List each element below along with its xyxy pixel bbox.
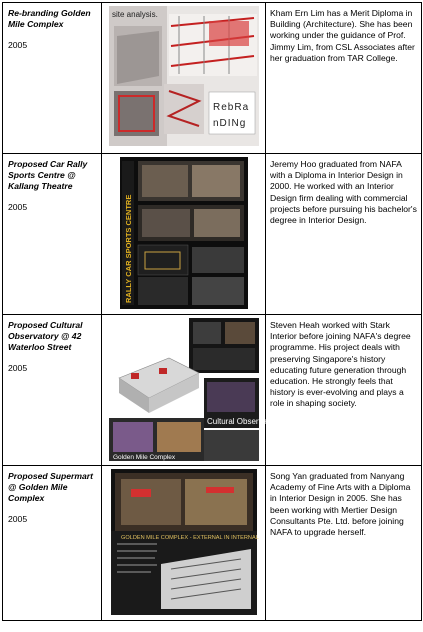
project-image-rebranding bbox=[109, 6, 259, 146]
title-cell bbox=[3, 3, 102, 154]
image-cell bbox=[102, 154, 266, 315]
project-description: Kham Ern Lim has a Merit Diploma in Building (Architecture). She has been working under the guidance of Prof. Jimmy Lim, from CSL Associates after her graduation from TAR College. bbox=[270, 8, 415, 63]
project-title: Proposed Car Rally Sports Centre @ Kallang Theatre bbox=[8, 159, 88, 191]
image-caption: GOLDEN MILE COMPLEX - EXTERNAL IN INTERNAL bbox=[120, 535, 259, 541]
description-cell bbox=[266, 315, 422, 466]
project-title: Re-branding Golden Mile Complex bbox=[8, 8, 91, 29]
project-year: 2005 bbox=[8, 202, 28, 212]
table-row bbox=[3, 466, 422, 621]
image-cell bbox=[102, 315, 280, 466]
project-year: 2005 bbox=[8, 363, 28, 373]
title-cell bbox=[3, 154, 102, 315]
table-row bbox=[3, 154, 422, 315]
image-cell bbox=[102, 3, 266, 154]
project-title: Proposed Cultural Observatory @ 42 Waterloo Street bbox=[8, 320, 83, 352]
description-cell bbox=[266, 466, 422, 621]
image-caption: Golden Mile Complex bbox=[112, 454, 175, 461]
image-caption: Cultural Observatory bbox=[206, 417, 280, 426]
image-caption: RALLY CAR SPORTS CENTRE bbox=[123, 194, 133, 303]
description-cell bbox=[266, 154, 422, 315]
project-description: Steven Heah worked with Stark Interior before joining NAFA's degree programme. His project deals with preserving Singapore's history educating future generation through education. He strongly feels that history is ever-evolving and plays a role in shaping society. bbox=[270, 320, 411, 409]
project-description: Jeremy Hoo graduated from NAFA with a Diploma in Interior Design in 2000. He worked with an Interior Design firm dealing with commercial projects before pursuing his bachelor's degree in Interior Design. bbox=[270, 159, 417, 226]
image-caption: RebRa bbox=[212, 102, 249, 113]
project-title: Proposed Supermart @ Golden Mile Complex bbox=[8, 471, 94, 503]
project-year: 2005 bbox=[8, 514, 28, 524]
description-cell bbox=[266, 3, 422, 154]
project-image-cultural-observatory bbox=[109, 318, 280, 461]
table-row bbox=[3, 315, 422, 466]
project-image-supermart bbox=[111, 469, 257, 615]
projects-table bbox=[2, 2, 422, 621]
title-cell bbox=[3, 315, 102, 466]
project-year: 2005 bbox=[8, 40, 28, 50]
table-row bbox=[3, 3, 422, 154]
title-cell bbox=[3, 466, 102, 621]
project-description: Song Yan graduated from Nanyang Academy of Fine Arts with a Diploma in Interior Design in 2005. She has been working with Mertier Design Consultants Pte. Ltd. before joining NAFA to upgrade herself. bbox=[270, 471, 411, 538]
image-cell bbox=[102, 466, 266, 621]
project-image-car-rally bbox=[120, 157, 248, 309]
image-caption: site analysis. bbox=[111, 10, 158, 19]
image-caption: nDINg bbox=[212, 118, 246, 129]
